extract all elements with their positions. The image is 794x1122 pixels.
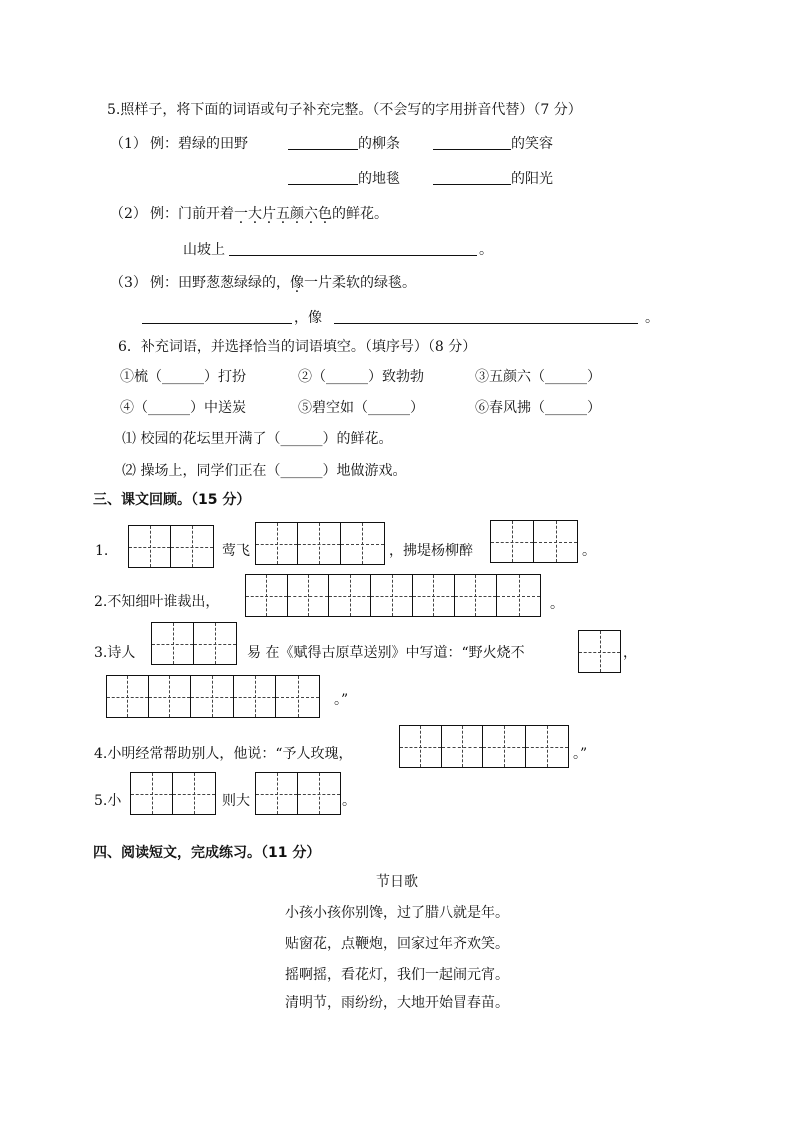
q6-item-5: ⑤碧空如（______） bbox=[298, 400, 424, 416]
comma-like: ，像 bbox=[294, 310, 322, 326]
q5-part2-prefix: （2） bbox=[110, 206, 147, 222]
emphasis-char: 五 bbox=[276, 206, 290, 222]
q5-part3-prefix: （3） bbox=[110, 275, 147, 291]
emphasis-char bbox=[290, 275, 304, 291]
q5-blank-3[interactable] bbox=[288, 169, 358, 185]
q6-title: 6．补充词语，并选择恰当的词语填空。（填序号）（8 分） bbox=[118, 339, 477, 355]
emphasis-char: 六 bbox=[304, 206, 318, 222]
poem-line-2: 贴窗花，点鞭炮，回家过年齐欢笑。 bbox=[285, 936, 509, 952]
q5-blank-1[interactable] bbox=[288, 134, 358, 150]
writing-grid[interactable] bbox=[245, 574, 541, 617]
writing-grid[interactable] bbox=[255, 772, 341, 815]
poem-title: 节日歌 bbox=[376, 874, 418, 890]
q5-word-1: 的柳条 bbox=[358, 136, 400, 152]
poem-line-1: 小孩小孩你别馋，过了腊八就是年。 bbox=[285, 905, 509, 921]
closing-quote: 。” bbox=[334, 692, 349, 708]
period: 。 bbox=[582, 543, 596, 559]
q6-sentence-1: ⑴ 校园的花坛里开满了（______）的鲜花。 bbox=[122, 431, 393, 447]
q5-blank-5[interactable] bbox=[229, 240, 477, 256]
writing-grid[interactable] bbox=[255, 522, 385, 565]
q5-part1-example: 例：碧绿的田野 bbox=[150, 136, 248, 152]
writing-grid[interactable] bbox=[128, 525, 214, 568]
text: 3.诗人 bbox=[94, 645, 136, 661]
q5-title: 5.照样子，将下面的词语或句子补充完整。（不会写的字用拼音代替）（7 分） bbox=[107, 102, 582, 118]
writing-grid[interactable] bbox=[399, 725, 569, 768]
q6-sentence-2: ⑵ 操场上，同学们正在（______）地做游戏。 bbox=[122, 463, 407, 479]
q5-part2-example: 例：门前开着一大片五颜六色的鲜花。 bbox=[150, 206, 388, 222]
text: 易 在《赋得古原草送别》中写道：“野火烧不 bbox=[247, 645, 525, 661]
q6-item-6: ⑥春风拂（______） bbox=[475, 400, 601, 416]
section-4-title: 四、阅读短文，完成练习。（11 分） bbox=[93, 845, 321, 861]
q6-item-3: ③五颜六（______） bbox=[475, 369, 601, 385]
poem-line-4: 清明节，雨纷纷，大地开始冒春苗。 bbox=[285, 995, 509, 1011]
emphasis-char: 色 bbox=[318, 206, 332, 222]
text: 4.小明经常帮助别人，他说：“予人玫瑰， bbox=[94, 746, 353, 762]
period: 。 bbox=[645, 310, 659, 326]
emphasis-char: 颜 bbox=[290, 206, 304, 222]
emphasis-char: 大 bbox=[248, 206, 262, 222]
emphasis-char: 片 bbox=[262, 206, 276, 222]
writing-grid[interactable] bbox=[130, 772, 216, 815]
q5-part3-example: 例：田野葱葱绿绿的，像一片柔软的绿毯。 bbox=[150, 275, 416, 291]
q6-item-1: ①梳（______）打扮 bbox=[120, 369, 246, 385]
writing-grid[interactable] bbox=[490, 520, 578, 563]
comma: ， bbox=[623, 645, 637, 661]
q5-blank-6[interactable] bbox=[142, 308, 292, 324]
q5-part2-lead: 山坡上 bbox=[183, 242, 225, 258]
period: 。 bbox=[550, 596, 564, 612]
q5-word-2: 的笑容 bbox=[511, 136, 553, 152]
q5-word-3: 的地毯 bbox=[358, 171, 400, 187]
writing-grid[interactable] bbox=[151, 622, 237, 665]
emphasis-char: 一 bbox=[234, 206, 248, 222]
text: 则大 bbox=[222, 793, 250, 809]
section-3-title: 三、课文回顾。（15 分） bbox=[93, 492, 251, 508]
writing-grid[interactable] bbox=[106, 675, 320, 718]
q5-part1-prefix: （1） bbox=[110, 136, 147, 152]
text: 2.不知细叶谁裁出， bbox=[94, 594, 220, 610]
closing-quote: 。” bbox=[573, 746, 588, 762]
poem-line-3: 摇啊摇，看花灯，我们一起闹元宵。 bbox=[285, 967, 509, 983]
emphasis-char: 像 bbox=[290, 275, 304, 291]
q6-item-4: ④（______）中送炭 bbox=[120, 400, 246, 416]
q6-item-2: ②（______）致勃勃 bbox=[298, 369, 424, 385]
period: 。 bbox=[479, 242, 493, 258]
text: 莺飞 bbox=[222, 543, 250, 559]
emphasis-phrase bbox=[234, 206, 332, 222]
period: 。 bbox=[342, 793, 356, 809]
writing-grid[interactable] bbox=[578, 630, 621, 673]
q5-blank-4[interactable] bbox=[433, 169, 511, 185]
text: ，拂堤杨柳醉 bbox=[389, 543, 473, 559]
q5-word-4: 的阳光 bbox=[511, 171, 553, 187]
q5-blank-7[interactable] bbox=[334, 308, 638, 324]
q5-blank-2[interactable] bbox=[433, 134, 511, 150]
text: 5.小 bbox=[94, 793, 122, 809]
item-number: 1. bbox=[95, 543, 109, 559]
